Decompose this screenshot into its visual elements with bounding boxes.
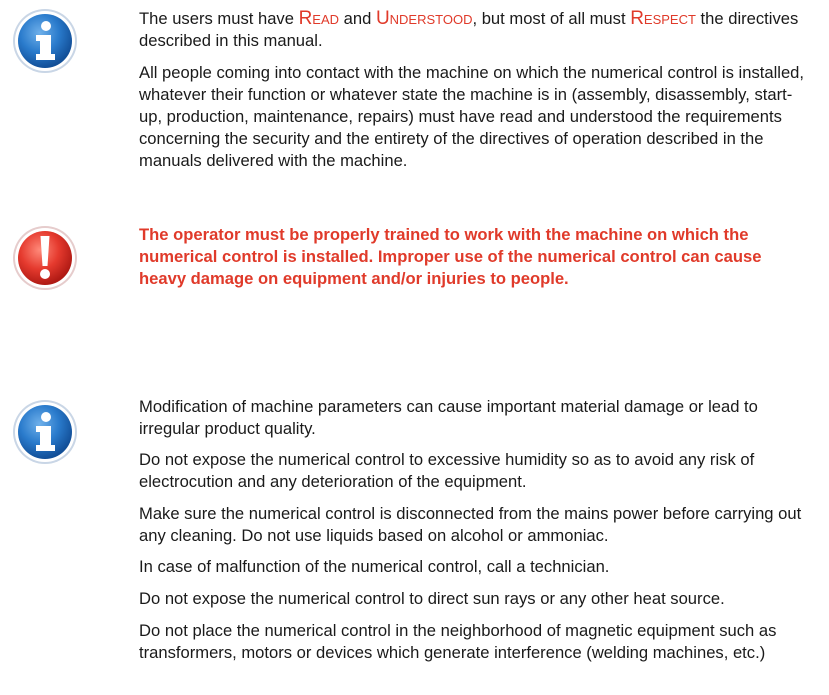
info-icon xyxy=(11,398,79,466)
malfunction-paragraph: In case of malfunction of the numerical control, call a technician. xyxy=(139,557,610,576)
understood-highlight: Understood xyxy=(375,8,473,29)
machine-contact-paragraph: All people coming into contact with the machine on which the numerical control is installed, whatever their function or whatever state the machine is in (assembly, disassembly, start-up, production, maintenance, repairs) must have read and understood the requirements concerning the security and the entirety of the directives of operation described in the manuals delivered with the machine. xyxy=(139,63,805,170)
intro-paragraph: The users must have Read and Understood, but most of all must Respect the directives described in this manual. xyxy=(139,8,799,50)
magnetic-paragraph: Do not place the numerical control in the neighborhood of magnetic equipment such as transformers, motors or devices which generate interference (welding machines, etc.) xyxy=(139,621,777,662)
exclamation-warning-icon xyxy=(11,224,79,292)
humidity-paragraph: Do not expose the numerical control to excessive humidity so as to avoid any risk of electrocution and any deterioration of the equipment. xyxy=(139,450,755,491)
parameters-paragraph: Modification of machine parameters can cause important material damage or lead to irregular product quality. xyxy=(139,397,758,438)
cleaning-paragraph: Make sure the numerical control is disconnected from the mains power before carrying out any cleaning. Do not use liquids based on alcohol or ammoniac. xyxy=(139,504,802,545)
info-icon xyxy=(11,7,79,75)
respect-highlight: Respect xyxy=(630,8,696,29)
read-highlight: Read xyxy=(298,8,340,29)
warning-text: The operator must be properly trained to work with the machine on which the numerical control is installed. Improper use of the numerical control can cause heavy damage on equipment and/or injuries to people. xyxy=(139,225,762,288)
sun-rays-paragraph: Do not expose the numerical control to direct sun rays or any other heat source. xyxy=(139,589,725,608)
